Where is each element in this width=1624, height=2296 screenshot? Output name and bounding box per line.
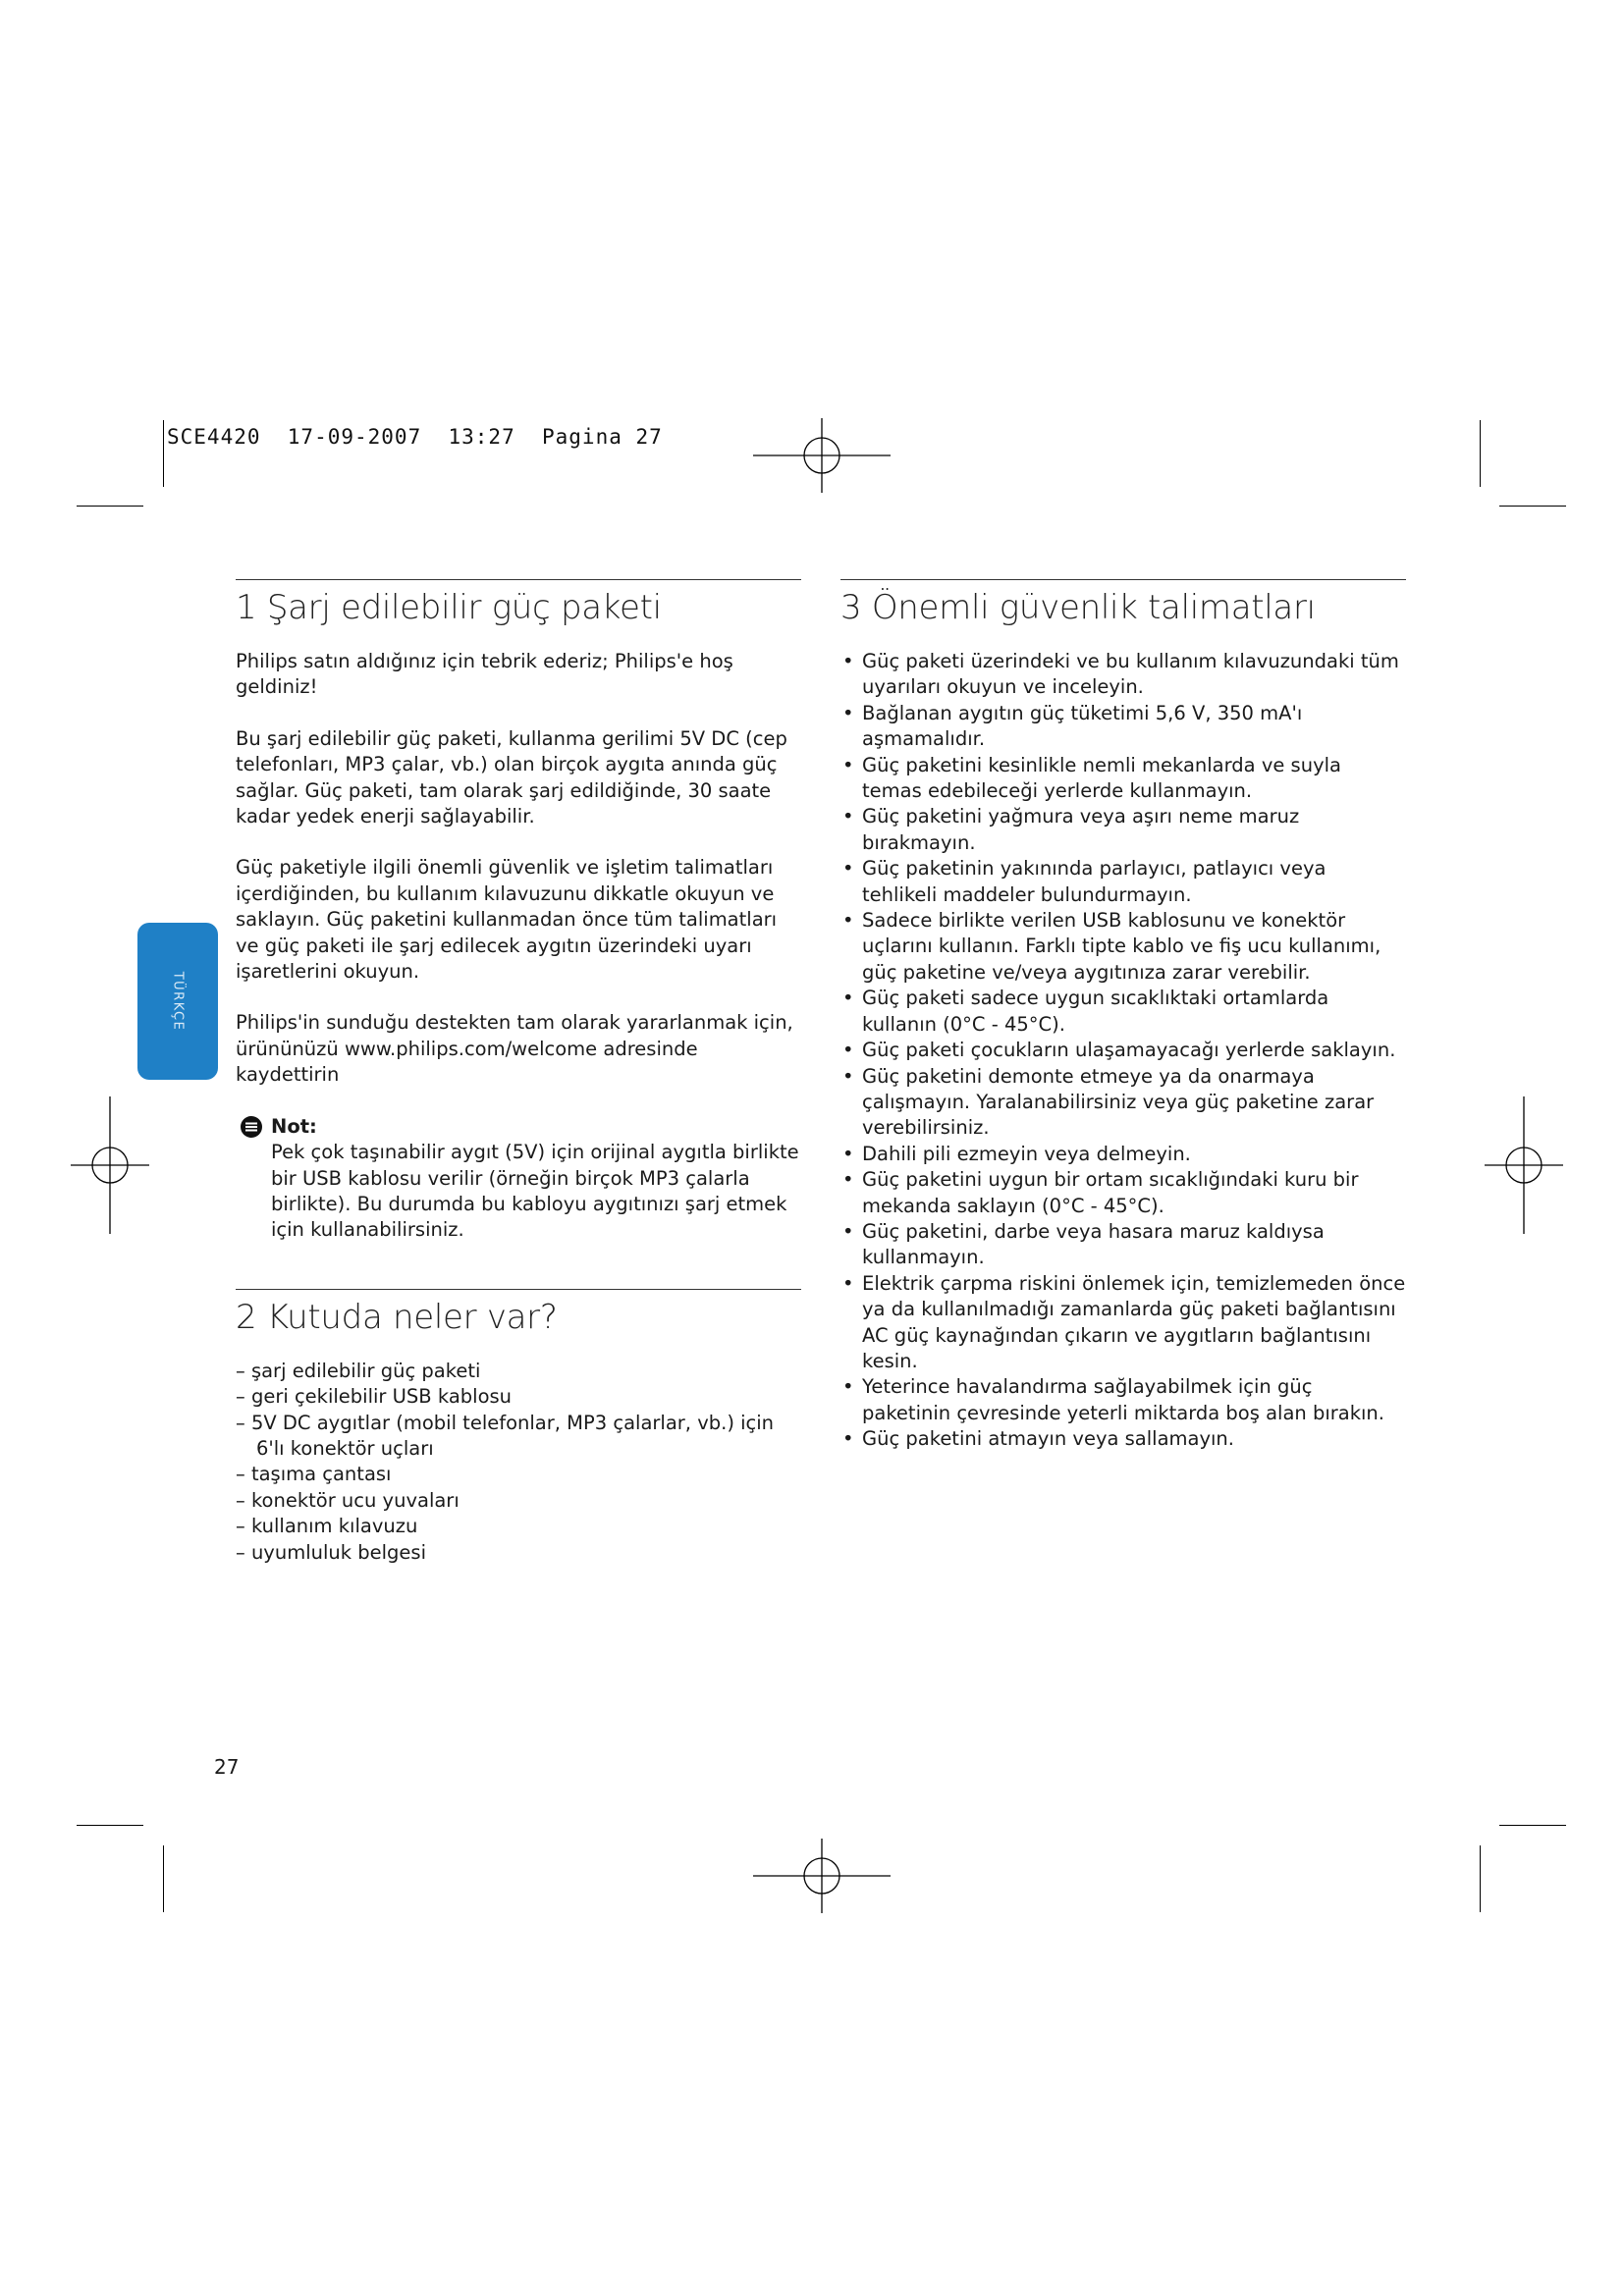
list-item: • Sadece birlikte verilen USB kablosunu ve konektör uçlarını kullanın. Farklı tipte kablo ve fiş ucu kullanımı, güç paketine ve/veya aygıtınıza zarar verebilir. xyxy=(840,908,1406,986)
list-item: – konektör ucu yuvaları xyxy=(236,1488,460,1512)
safety-paragraph: Güç paketiyle ilgili önemli güvenlik ve işletim talimatları içerdiğinden, bu kullanım kılavuzunu dikkatle okuyun ve saklayın. Güç paketini kullanmadan önce tüm talimatları ve güç paketi ile şarj edilecek aygıtın üzerindeki uyarı işaretlerini okuyun. xyxy=(236,856,778,984)
right-column xyxy=(840,579,1406,1453)
registration-mark-top xyxy=(753,387,891,524)
crop-mark xyxy=(77,1825,143,1826)
list-item: • Güç paketinin yakınında parlayıcı, patlayıcı veya tehlikeli maddeler bulundurmayın. xyxy=(840,856,1406,908)
box-contents-list xyxy=(236,1359,801,1566)
language-tab-label: TÜRKÇE xyxy=(170,971,186,1032)
section-rule xyxy=(236,1289,801,1290)
note-icon xyxy=(240,1115,263,1139)
section-rule xyxy=(236,579,801,580)
registration-mark-bottom xyxy=(753,1807,891,1945)
description-paragraph: Bu şarj edilebilir güç paketi, kullanma gerilimi 5V DC (cep telefonları, MP3 çalar, vb.) olan birçok aygıta anında güç sağlar. Güç paketi, tam olarak şarj edildiğinde, 30 saate kadar yedek enerji sağlayabilir. xyxy=(236,726,787,828)
list-item: – taşıma çantası xyxy=(236,1463,392,1486)
safety-list xyxy=(840,649,1406,1453)
list-item: • Güç paketi üzerindeki ve bu kullanım kılavuzundaki tüm uyarıları okuyun ve inceleyin. xyxy=(840,649,1406,701)
crop-mark xyxy=(163,1845,164,1912)
list-item: • Bağlanan aygıtın güç tüketimi 5,6 V, 350 mA'ı aşmamalıdır. xyxy=(840,701,1406,753)
list-item: • Dahili pili ezmeyin veya delmeyin. xyxy=(840,1142,1406,1167)
crop-mark xyxy=(1499,1825,1566,1826)
list-item: • Güç paketini atmayın veya sallamayın. xyxy=(840,1426,1406,1452)
section-3-heading: 3 Önemli güvenlik talimatları xyxy=(840,588,1316,627)
list-item: • Güç paketini uygun bir ortam sıcaklığındaki kuru bir mekanda saklayın (0°C - 45°C). xyxy=(840,1167,1406,1219)
note-label: Not: xyxy=(271,1114,317,1138)
left-column xyxy=(236,579,801,1566)
list-item: – 5V DC aygıtlar (mobil telefonlar, MP3 çalarlar, vb.) için 6'lı konektör uçları xyxy=(236,1411,775,1460)
note-header xyxy=(240,1114,801,1140)
crop-mark xyxy=(1480,1845,1481,1912)
section-1-heading: 1 Şarj edilebilir güç paketi xyxy=(236,588,662,627)
note-text: Pek çok taşınabilir aygıt (5V) için orijinal aygıtla birlikte bir USB kablosu verilir (örneğin birçok MP3 çalarla birlikte). Bu durumda bu kabloyu aygıtınızı şarj etmek için kullanabilirsiniz. xyxy=(271,1141,799,1242)
list-item: • Güç paketini demonte etmeye ya da onarmaya çalışmayın. Yaralanabilirsiniz veya güç paketine zarar verebilirsiniz. xyxy=(840,1064,1406,1142)
list-item: • Güç paketini kesinlikle nemli mekanlarda ve suyla temas edebileceği yerlerde kullanmayın. xyxy=(840,753,1406,805)
section-2-heading: 2 Kutuda neler var? xyxy=(236,1297,558,1337)
page-number: 27 xyxy=(214,1755,240,1779)
list-item: – geri çekilebilir USB kablosu xyxy=(236,1385,513,1409)
crop-mark xyxy=(163,420,164,487)
list-item: – uyumluluk belgesi xyxy=(236,1540,426,1564)
list-item: • Güç paketini, darbe veya hasara maruz kaldıysa kullanmayın. xyxy=(840,1219,1406,1271)
registration-paragraph: Philips'in sunduğu destekten tam olarak yararlanmak için, ürününüzü www.philips.com/welcome adresinde kaydettirin xyxy=(236,1011,793,1087)
section-rule xyxy=(840,579,1406,580)
list-item: • Elektrik çarpma riskini önlemek için, temizlemeden önce ya da kullanılmadığı zamanlarda güç paketi bağlantısını AC güç kaynağından çıkarın ve aygıtların bağlantısını kesin. xyxy=(840,1271,1406,1375)
crop-mark xyxy=(1499,506,1566,507)
list-item: – şarj edilebilir güç paketi xyxy=(236,1359,481,1382)
intro-paragraph: Philips satın aldığınız için tebrik ederiz; Philips'e hoş geldiniz! xyxy=(236,650,733,699)
list-item: • Güç paketi sadece uygun sıcaklıktaki ortamlarda kullanın (0°C - 45°C). xyxy=(840,986,1406,1038)
print-slug: SCE4420 17-09-2007 13:27 Pagina 27 xyxy=(167,425,663,449)
crop-mark xyxy=(1480,420,1481,487)
list-item: – kullanım kılavuzu xyxy=(236,1515,418,1538)
list-item: • Güç paketini yağmura veya aşırı neme maruz bırakmayın. xyxy=(840,804,1406,856)
registration-mark-right xyxy=(1455,1096,1593,1234)
language-tab xyxy=(137,923,218,1080)
crop-mark xyxy=(77,506,143,507)
registration-mark-left xyxy=(41,1096,179,1234)
list-item: • Yeterince havalandırma sağlayabilmek için güç paketinin çevresinde yeterli miktarda boş alan bırakın. xyxy=(840,1374,1406,1426)
list-item: • Güç paketi çocukların ulaşamayacağı yerlerde saklayın. xyxy=(840,1038,1406,1063)
